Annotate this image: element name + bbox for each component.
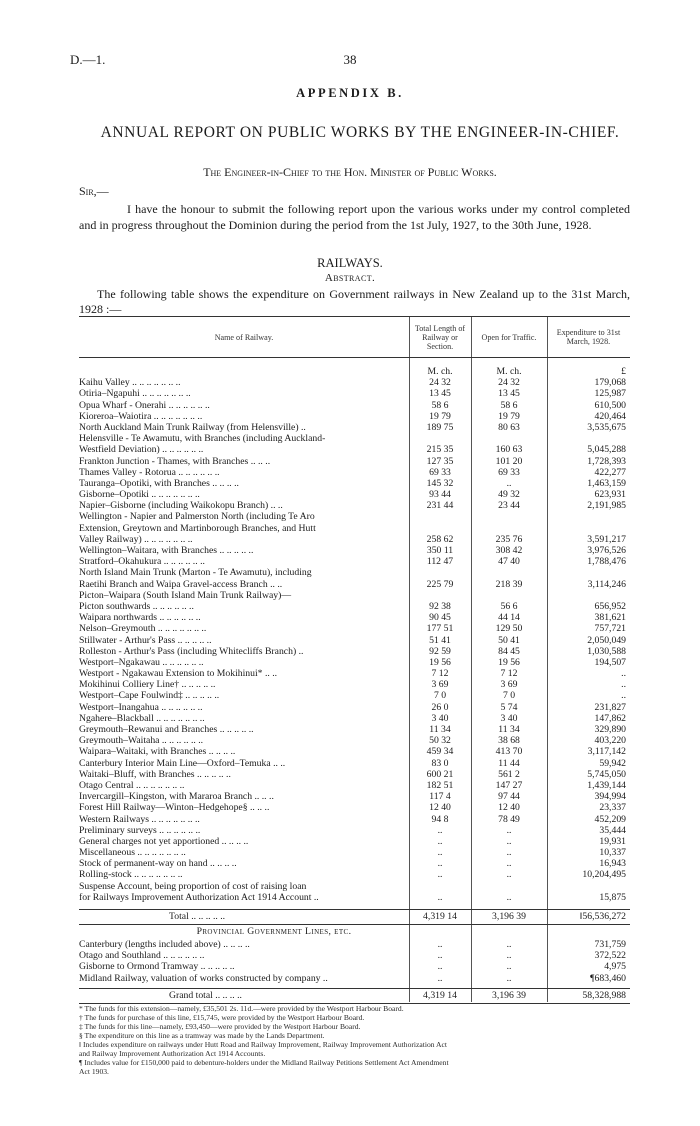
length-value: 112 47 [426,556,454,568]
total-expenditure: ‖56,536,272 [579,911,626,922]
length-value: 50 32 [429,735,451,747]
table-row [79,657,630,668]
railway-name: Gisborne to Ormond Tramway .. .. .. .. .. [79,961,235,973]
open-value: 561 2 [498,768,520,780]
length-value: 83 0 [431,757,449,769]
total-length: 4,319 14 [423,911,457,922]
length-value: 26 0 [431,701,449,713]
railway-name: Picton–Waipara (South Island Main Trunk Railway)— [79,589,292,601]
table-row [79,780,630,791]
open-value: 49 32 [498,489,520,501]
table-row [79,545,630,556]
length-value: 19 56 [429,656,451,668]
table-row [79,579,630,590]
railway-name: Western Railways .. .. .. .. .. .. .. [79,813,200,825]
expenditure-value: 420,464 [594,410,626,422]
expenditure-value: 1,439,144 [587,779,626,791]
expenditure-value: 623,931 [594,489,626,501]
expenditure-value: ¶683,460 [590,972,626,984]
railway-name: Thames Valley - Rotorua .. .. .. .. .. .. [79,466,220,478]
length-value: .. [437,869,443,881]
open-value: 56 6 [500,600,518,612]
expenditure-value: 372,522 [594,950,626,962]
expenditure-value: 2,050,049 [587,634,626,646]
railway-name: Westport–Cape Foulwind‡ .. .. .. .. .. [79,690,220,702]
railway-name: Midland Railway, valuation of works constructed by company .. [79,972,328,984]
railway-name: Frankton Junction - Thames, with Branches .. .. .. [79,455,271,467]
table-row [79,411,630,422]
railway-name: Otago and Southland .. .. .. .. .. .. [79,950,205,962]
open-value: .. [506,869,512,881]
table-row [79,746,630,757]
expenditure-value: 3,591,217 [587,533,626,545]
expenditure-value: .. [621,690,626,702]
table-row [79,892,630,903]
table-row [79,534,630,545]
spacer-row [79,358,630,366]
railway-name: Waipara northwards .. .. .. .. .. .. [79,612,201,624]
open-value: .. [506,835,512,847]
expenditure-value: 231,827 [594,701,626,713]
open-value: 47 40 [498,556,520,568]
railway-name: Westport–Ngakawau .. .. .. .. .. .. [79,656,204,668]
railway-name: North Island Main Trunk (Marton - Te Awamutu), including [79,567,312,579]
table-row [79,802,630,813]
table-intro: The following table shows the expenditure on Government railways in New Zealand up to the 31st March, 1928 :— [79,287,630,316]
grand-total-length: 4,319 14 [423,989,457,1001]
header-open: Open for Traffic. [481,332,537,342]
table-row [79,735,630,746]
railway-name: Forest Hill Railway—Winton–Hedgehope§ .. .. .. [79,802,270,814]
length-value: 145 32 [426,477,454,489]
table-row [79,690,630,701]
railway-name: Canterbury Interior Main Line—Oxford–Temuka .. .. [79,757,286,769]
table-row [79,500,630,511]
expenditure-value: 125,987 [594,388,626,400]
railway-name: Otago Central .. .. .. .. .. .. .. [79,779,185,791]
table-row [79,769,630,780]
table-row [79,467,630,478]
open-value: 78 49 [498,813,520,825]
appendix-heading: APPENDIX B. [296,86,404,100]
footnote: ‡ The funds for this line—namely, £93,450—were provided by the Westport Harbour Board. [79,1022,361,1031]
table-row [79,814,630,825]
railway-name: Opua Wharf - Onerahi .. .. .. .. .. .. [79,399,210,411]
expenditure-value: .. [621,668,626,680]
open-value: 218 39 [495,578,523,590]
open-value: 413 70 [495,746,523,758]
expenditure-value: 3,976,526 [587,545,626,556]
railway-name: for Railways Improvement Authorization Act 1914 Account .. [79,891,319,903]
length-value: 459 34 [426,746,454,758]
length-value: 177 51 [426,623,454,635]
open-value: 23 44 [498,500,520,512]
railway-name: General charges not yet apportioned .. .. .. .. [79,835,249,847]
grand-total-label: Grand total .. .. .. .. [169,989,242,1001]
open-value: 11 34 [498,724,520,735]
railway-name: Helensville - Te Awamutu, with Branches (including Auckland- [79,433,326,445]
railway-name: Wellington–Waitara, with Branches .. .. .. .. .. [79,545,254,556]
open-value: .. [506,972,512,984]
table-row [79,758,630,769]
open-value: .. [506,939,512,950]
expenditure-value: 147,862 [594,712,626,724]
open-value: 7 0 [502,690,516,702]
open-value: 97 44 [498,791,520,803]
railway-name: Wellington - Napier and Palmerston North (including Te Aro [79,511,315,523]
open-value: 308 42 [495,545,523,556]
total-row [79,909,630,925]
length-value: .. [437,961,443,973]
expenditure-value: 23,337 [599,802,626,814]
railway-name: Westfield Deviation) .. .. .. .. .. .. [79,444,204,456]
length-value: .. [437,972,443,984]
length-value: 92 59 [429,645,451,657]
open-value: 84 45 [498,645,520,657]
table-row [79,668,630,679]
section-heading: RAILWAYS. [317,256,383,270]
length-value: 11 34 [429,724,451,735]
expenditure-value: 5,045,288 [587,444,626,456]
railway-name: Nelson–Greymouth .. .. .. .. .. .. .. [79,623,207,635]
open-value: 160 63 [495,444,523,456]
railway-name: Kaihu Valley .. .. .. .. .. .. .. [79,377,181,389]
table-row [79,433,630,444]
report-title: ANNUAL REPORT ON PUBLIC WORKS BY THE ENGINEER-IN-CHIEF. [100,124,620,141]
grand-total-expenditure: 58,328,988 [582,989,626,1001]
total-label: Total .. .. .. .. .. [169,911,226,922]
railway-name: Stratford–Okahukura .. .. .. .. .. .. [79,556,205,568]
open-value: 58 6 [500,399,518,411]
table-row [79,869,630,880]
length-value: 225 79 [426,578,454,590]
length-value: 90 45 [429,612,451,624]
header-name: Name of Railway. [214,332,274,342]
length-value: 350 11 [426,545,454,556]
railway-name: Extension, Greytown and Martinborough Branches, and Hutt [79,522,316,534]
table-row [79,456,630,467]
expenditure-value: 1,463,159 [587,477,626,489]
table-row [79,939,630,950]
open-value: 80 63 [498,421,520,433]
railway-name: Preliminary surveys .. .. .. .. .. .. [79,824,201,836]
expenditure-value: 10,204,495 [582,869,626,881]
table-row [79,679,630,690]
expenditure-value: 1,788,476 [587,556,626,568]
table-row [79,836,630,847]
expenditure-value: 3,117,142 [587,746,626,758]
provincial-heading-row [79,925,630,939]
table-row [79,646,630,657]
table-row [79,567,630,578]
open-value: .. [506,824,512,836]
railway-name: Miscellaneous .. .. .. .. .. .. .. [79,847,186,859]
table-row [79,556,630,567]
open-value: 69 33 [498,466,520,478]
railway-name: Stock of permanent-way on hand .. .. .. .. [79,858,237,870]
header-divider [471,317,472,357]
expenditure-value: 403,220 [594,735,626,747]
table-row [79,511,630,522]
table-row [79,847,630,858]
length-value: 13 45 [429,388,451,400]
footnote: and Railway Improvement Authorization Act 1914 Accounts. [79,1049,266,1058]
railway-name: Rolleston - Arthur's Pass (including Whitecliffs Branch) .. [79,645,304,657]
railway-name: Picton southwards .. .. .. .. .. .. [79,600,194,612]
grand-total-open: 3,196 39 [492,989,526,1001]
table-row [79,950,630,961]
length-value: .. [437,950,443,962]
length-value: .. [437,939,443,950]
expenditure-value: 10,337 [599,847,626,859]
length-value: 3 69 [431,679,449,691]
table-row [79,601,630,612]
open-value: 19 79 [498,410,520,422]
open-value: 24 32 [498,377,520,389]
length-value: 117 4 [429,791,451,803]
table-header [79,317,630,358]
provincial-heading: Provincial Government Lines, etc. [196,926,352,937]
length-value: 215 35 [426,444,454,456]
table-row [79,590,630,601]
length-value: 19 79 [429,410,451,422]
length-value: 7 0 [433,690,447,702]
footnote: § The expenditure on this line as a tramway was made by the Lands Department. [79,1031,325,1040]
expenditure-value: 4,975 [604,961,626,973]
footnote: ¶ Includes value for £150,000 paid to debenture-holders under the Midland Railway Petitions Settlement Act Amendment [79,1058,449,1067]
open-value: .. [506,891,512,903]
table-row [79,973,630,984]
header-expenditure: Expenditure to 31st March, 1928. [556,328,621,346]
railway-name: Otiria–Ngapuhi .. .. .. .. .. .. .. [79,388,191,400]
open-value: 235 76 [495,533,523,545]
length-value: .. [437,858,443,870]
header-length: Total Length of Railway or Section. [414,323,466,351]
length-value: 182 51 [426,779,454,791]
table-row [79,858,630,869]
railway-name: Waitaki–Bluff, with Branches .. .. .. .. .. [79,768,231,780]
length-value: 92 38 [429,600,451,612]
length-value: 258 62 [426,533,454,545]
length-value: 231 44 [426,500,454,512]
expenditure-value: .. [621,679,626,691]
open-value: 38 68 [498,735,520,747]
open-value: 12 40 [498,802,520,814]
open-value: 7 12 [500,668,518,680]
railway-name: Mokihinui Colliery Line† .. .. .. .. .. [79,679,216,691]
railway-name: North Auckland Main Trunk Railway (from Helensville) .. [79,421,306,433]
expenditure-value: 35,444 [599,824,626,836]
table-row [79,881,630,892]
unit-length: M. ch. [427,366,453,377]
expenditure-value: 179,068 [594,377,626,389]
footnote: Act 1903. [79,1067,109,1076]
expenditure-value: 422,277 [594,466,626,478]
expenditure-value: 16,943 [599,858,626,870]
open-value: .. [506,961,512,973]
length-value: 51 41 [429,634,451,646]
expenditure-table [79,316,630,1004]
table-row [79,724,630,735]
salutation-line: The Engineer-in-Chief to the Hon. Minister of Public Works. [203,165,497,179]
table-row [79,444,630,455]
units-row [79,366,630,377]
section-subheading: Abstract. [324,272,376,284]
open-value: 129 50 [495,623,523,635]
expenditure-value: 2,191,985 [587,500,626,512]
expenditure-value: 656,952 [594,600,626,612]
expenditure-value: 731,759 [594,939,626,950]
table-row [79,489,630,500]
expenditure-value: 452,209 [594,813,626,825]
expenditure-value: 757,721 [594,623,626,635]
table-row [79,422,630,433]
length-value: 24 32 [429,377,451,389]
table-row [79,523,630,534]
letter-body: I have the honour to submit the following report upon the various works under my control completed and in progress throughout the Dominion during the period from the 1st July, 1927, to the 30th June, 1928. [79,202,630,232]
table-row [79,377,630,388]
open-value: 44 14 [498,612,520,624]
open-value: 19 56 [498,656,520,668]
table-row [79,478,630,489]
header-divider [409,317,410,357]
provincial-rows [79,939,630,984]
expenditure-value: 3,114,246 [587,578,626,590]
open-value: 11 44 [498,757,520,769]
expenditure-value: 59,942 [599,757,626,769]
expenditure-value: 329,890 [594,724,626,735]
sir-greeting: Sir,— [79,184,109,198]
length-value: 58 6 [431,399,449,411]
table-row [79,961,630,972]
railway-name: Waipara–Waitaki, with Branches .. .. .. .. [79,746,236,758]
table-row [79,388,630,399]
footnote: † The funds for purchase of this line, £15,745, were provided by the Westport Harbour Board. [79,1013,365,1022]
railway-name: Greymouth–Waitaha .. .. .. .. .. .. [79,735,204,747]
expenditure-value: 610,500 [594,399,626,411]
length-value: 3 40 [431,712,449,724]
expenditure-value: 19,931 [599,835,626,847]
header-divider [547,317,548,357]
open-value: 13 45 [498,388,520,400]
length-value: 127 35 [426,455,454,467]
railway-name: Westport–Inangahua .. .. .. .. .. .. [79,701,203,713]
open-value: 147 27 [495,779,523,791]
railway-name: Gisborne–Opotiki .. .. .. .. .. .. .. [79,489,200,501]
length-value: 94 8 [431,813,449,825]
railway-name: Napier–Gisborne (including Waikokopu Branch) .. .. [79,500,283,512]
unit-open: M. ch. [496,366,522,377]
railway-name: Tauranga–Opotiki, with Branches .. .. .. .. [79,477,239,489]
expenditure-value: 15,875 [599,891,626,903]
expenditure-value: 1,728,393 [587,455,626,467]
expenditure-value: 3,535,675 [587,421,626,433]
grand-total-row [79,988,630,1004]
table-row [79,713,630,724]
table-row [79,400,630,411]
document-code: D.—1. [70,52,106,67]
length-value: 600 21 [426,768,454,780]
railway-name: Valley Railway) .. .. .. .. .. .. .. [79,533,193,545]
length-value: 12 40 [429,802,451,814]
total-open: 3,196 39 [492,911,526,922]
table-row [79,702,630,713]
length-value: .. [437,891,443,903]
table-row [79,623,630,634]
railway-name: Ngahere–Blackball .. .. .. .. .. .. .. [79,712,205,724]
table-body [79,358,630,1004]
unit-expenditure: £ [621,366,626,377]
railway-name: Invercargill–Kingston, with Mararoa Branch .. .. .. [79,791,274,803]
main-rows [79,377,630,903]
railway-name: Raetihi Branch and Waipa Gravel-access Branch .. .. [79,578,283,590]
table-row [79,825,630,836]
page-number: 38 [343,52,357,67]
open-value: .. [506,858,512,870]
railway-name: Rolling-stock .. .. .. .. .. .. .. [79,869,183,881]
railway-name: Canterbury (lengths included above) .. .. .. .. [79,939,250,950]
open-value: 3 40 [500,712,518,724]
expenditure-value: 1,030,588 [587,645,626,657]
railway-name: Suspense Account, being proportion of cost of raising loan [79,880,307,892]
open-value: .. [506,847,512,859]
table-row [79,612,630,623]
expenditure-value: 194,507 [594,656,626,668]
table-row [79,791,630,802]
open-value: .. [506,950,512,962]
open-value: 5 74 [500,701,518,713]
table-row [79,635,630,646]
open-value: .. [506,477,512,489]
railway-name: Greymouth–Rewanui and Branches .. .. .. .. .. [79,724,254,735]
expenditure-value: 394,994 [594,791,626,803]
open-value: 3 69 [500,679,518,691]
open-value: 101 20 [495,455,523,467]
footnote: ‖ Includes expenditure on railways under Hutt Road and Railway Improvement, Railway Improvement Authorization Act [79,1040,448,1049]
footnote: * The funds for this extension—namely, £35,501 2s. 11d.—were provided by the Westport Harbour Board. [79,1004,404,1013]
footnotes [79,1004,630,1076]
length-value: .. [437,835,443,847]
railway-name: Westport - Ngakawau Extension to Mokihinui* .. .. [79,668,278,680]
length-value: 189 75 [426,421,454,433]
expenditure-value: 381,621 [594,612,626,624]
length-value: 69 33 [429,466,451,478]
length-value: 93 44 [429,489,451,501]
open-value: 50 41 [498,634,520,646]
length-value: .. [437,847,443,859]
railway-name: Stillwater - Arthur's Pass .. .. .. .. .. [79,634,212,646]
expenditure-value: 5,745,050 [587,768,626,780]
length-value: 7 12 [431,668,449,680]
length-value: .. [437,824,443,836]
railway-name: Kioreroa–Waiotira .. .. .. .. .. .. .. [79,410,203,422]
